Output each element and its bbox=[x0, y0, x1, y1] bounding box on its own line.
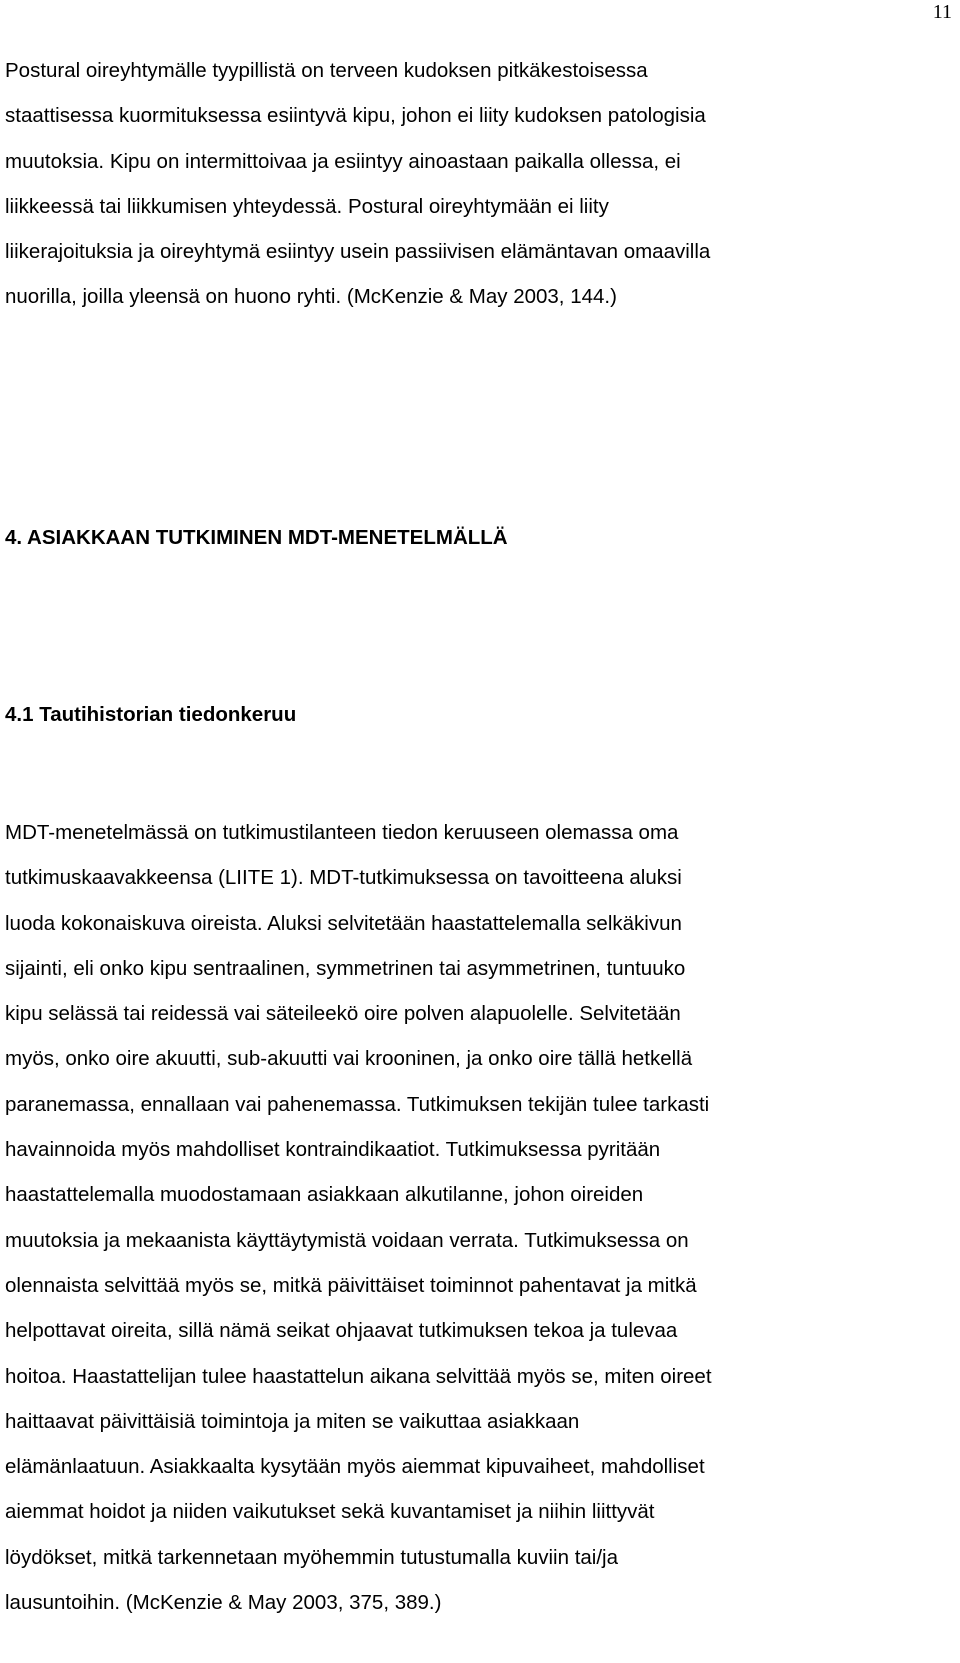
text-line: muutoksia ja mekaanista käyttäytymistä voidaan verrata. Tutkimuksessa on bbox=[5, 1228, 689, 1252]
text-line: hoitoa. Haastattelijan tulee haastattelun aikana selvittää myös se, miten oireet bbox=[5, 1364, 712, 1388]
text-line: luoda kokonaiskuva oireista. Aluksi selvitetään haastattelemalla selkäkivun bbox=[5, 911, 682, 935]
text-line: aiemmat hoidot ja niiden vaikutukset sekä kuvantamiset ja niihin liittyvät bbox=[5, 1500, 655, 1524]
text-line: sijainti, eli onko kipu sentraalinen, symmetrinen tai asymmetrinen, tuntuuko bbox=[5, 956, 686, 980]
chapter-heading: 4. ASIAKKAAN TUTKIMINEN MDT-MENETELMÄLLÄ bbox=[5, 526, 508, 549]
text-line: myös, onko oire akuutti, sub-akuutti vai krooninen, ja onko oire tällä hetkellä bbox=[5, 1047, 693, 1071]
text-line: haittaavat päivittäisiä toimintoja ja miten se vaikuttaa asiakkaan bbox=[5, 1409, 580, 1433]
text-line: kipu selässä tai reidessä vai säteileekö oire polven alapuolelle. Selvitetään bbox=[5, 1002, 681, 1026]
text-line: muutoksia. Kipu on intermittoivaa ja esiintyy ainoastaan paikalla ollessa, ei bbox=[5, 149, 681, 173]
text-line: löydökset, mitkä tarkennetaan myöhemmin tutustumalla kuviin tai/ja bbox=[5, 1545, 619, 1569]
text-line: tutkimuskaavakkeensa (LIITE 1). MDT-tutkimuksessa on tavoitteena aluksi bbox=[5, 866, 682, 890]
text-line: liikerajoituksia ja oireyhtymä esiintyy usein passiivisen elämäntavan omaavilla bbox=[5, 240, 711, 264]
text-line: lausuntoihin. (McKenzie & May 2003, 375, 389.) bbox=[5, 1591, 442, 1615]
text-line: liikkeessä tai liikkumisen yhteydessä. Postural oireyhtymään ei liity bbox=[5, 194, 609, 218]
paragraph-postural-syndrome bbox=[5, 48, 710, 320]
text-line: nuorilla, joilla yleensä on huono ryhti. (McKenzie & May 2003, 144.) bbox=[5, 285, 617, 309]
text-line: Postural oireyhtymälle tyypillistä on terveen kudoksen pitkäkestoisessa bbox=[5, 59, 648, 82]
paragraph-history-collection bbox=[5, 810, 712, 1625]
text-line: MDT-menetelmässä on tutkimustilanteen tiedon keruuseen olemassa oma bbox=[5, 821, 679, 844]
page-number: 11 bbox=[932, 1, 952, 23]
text-line: paranemassa, ennallaan vai pahenemassa. Tutkimuksen tekijän tulee tarkasti bbox=[5, 1092, 710, 1116]
text-line: helpottavat oireita, sillä nämä seikat ohjaavat tutkimuksen tekoa ja tulevaa bbox=[5, 1319, 678, 1343]
text-line: staattisessa kuormituksessa esiintyvä kipu, johon ei liity kudoksen patologisia bbox=[5, 104, 706, 128]
text-line: elämänlaatuun. Asiakkaalta kysytään myös aiemmat kipuvaiheet, mahdolliset bbox=[5, 1455, 705, 1479]
text-line: olennaista selvittää myös se, mitkä päivittäiset toiminnot pahentavat ja mitkä bbox=[5, 1273, 697, 1297]
text-line: haastattelemalla muodostamaan asiakkaan alkutilanne, johon oireiden bbox=[5, 1183, 644, 1207]
text-line: havainnoida myös mahdolliset kontraindikaatiot. Tutkimuksessa pyritään bbox=[5, 1138, 661, 1162]
section-heading: 4.1 Tautihistorian tiedonkeruu bbox=[5, 703, 297, 726]
